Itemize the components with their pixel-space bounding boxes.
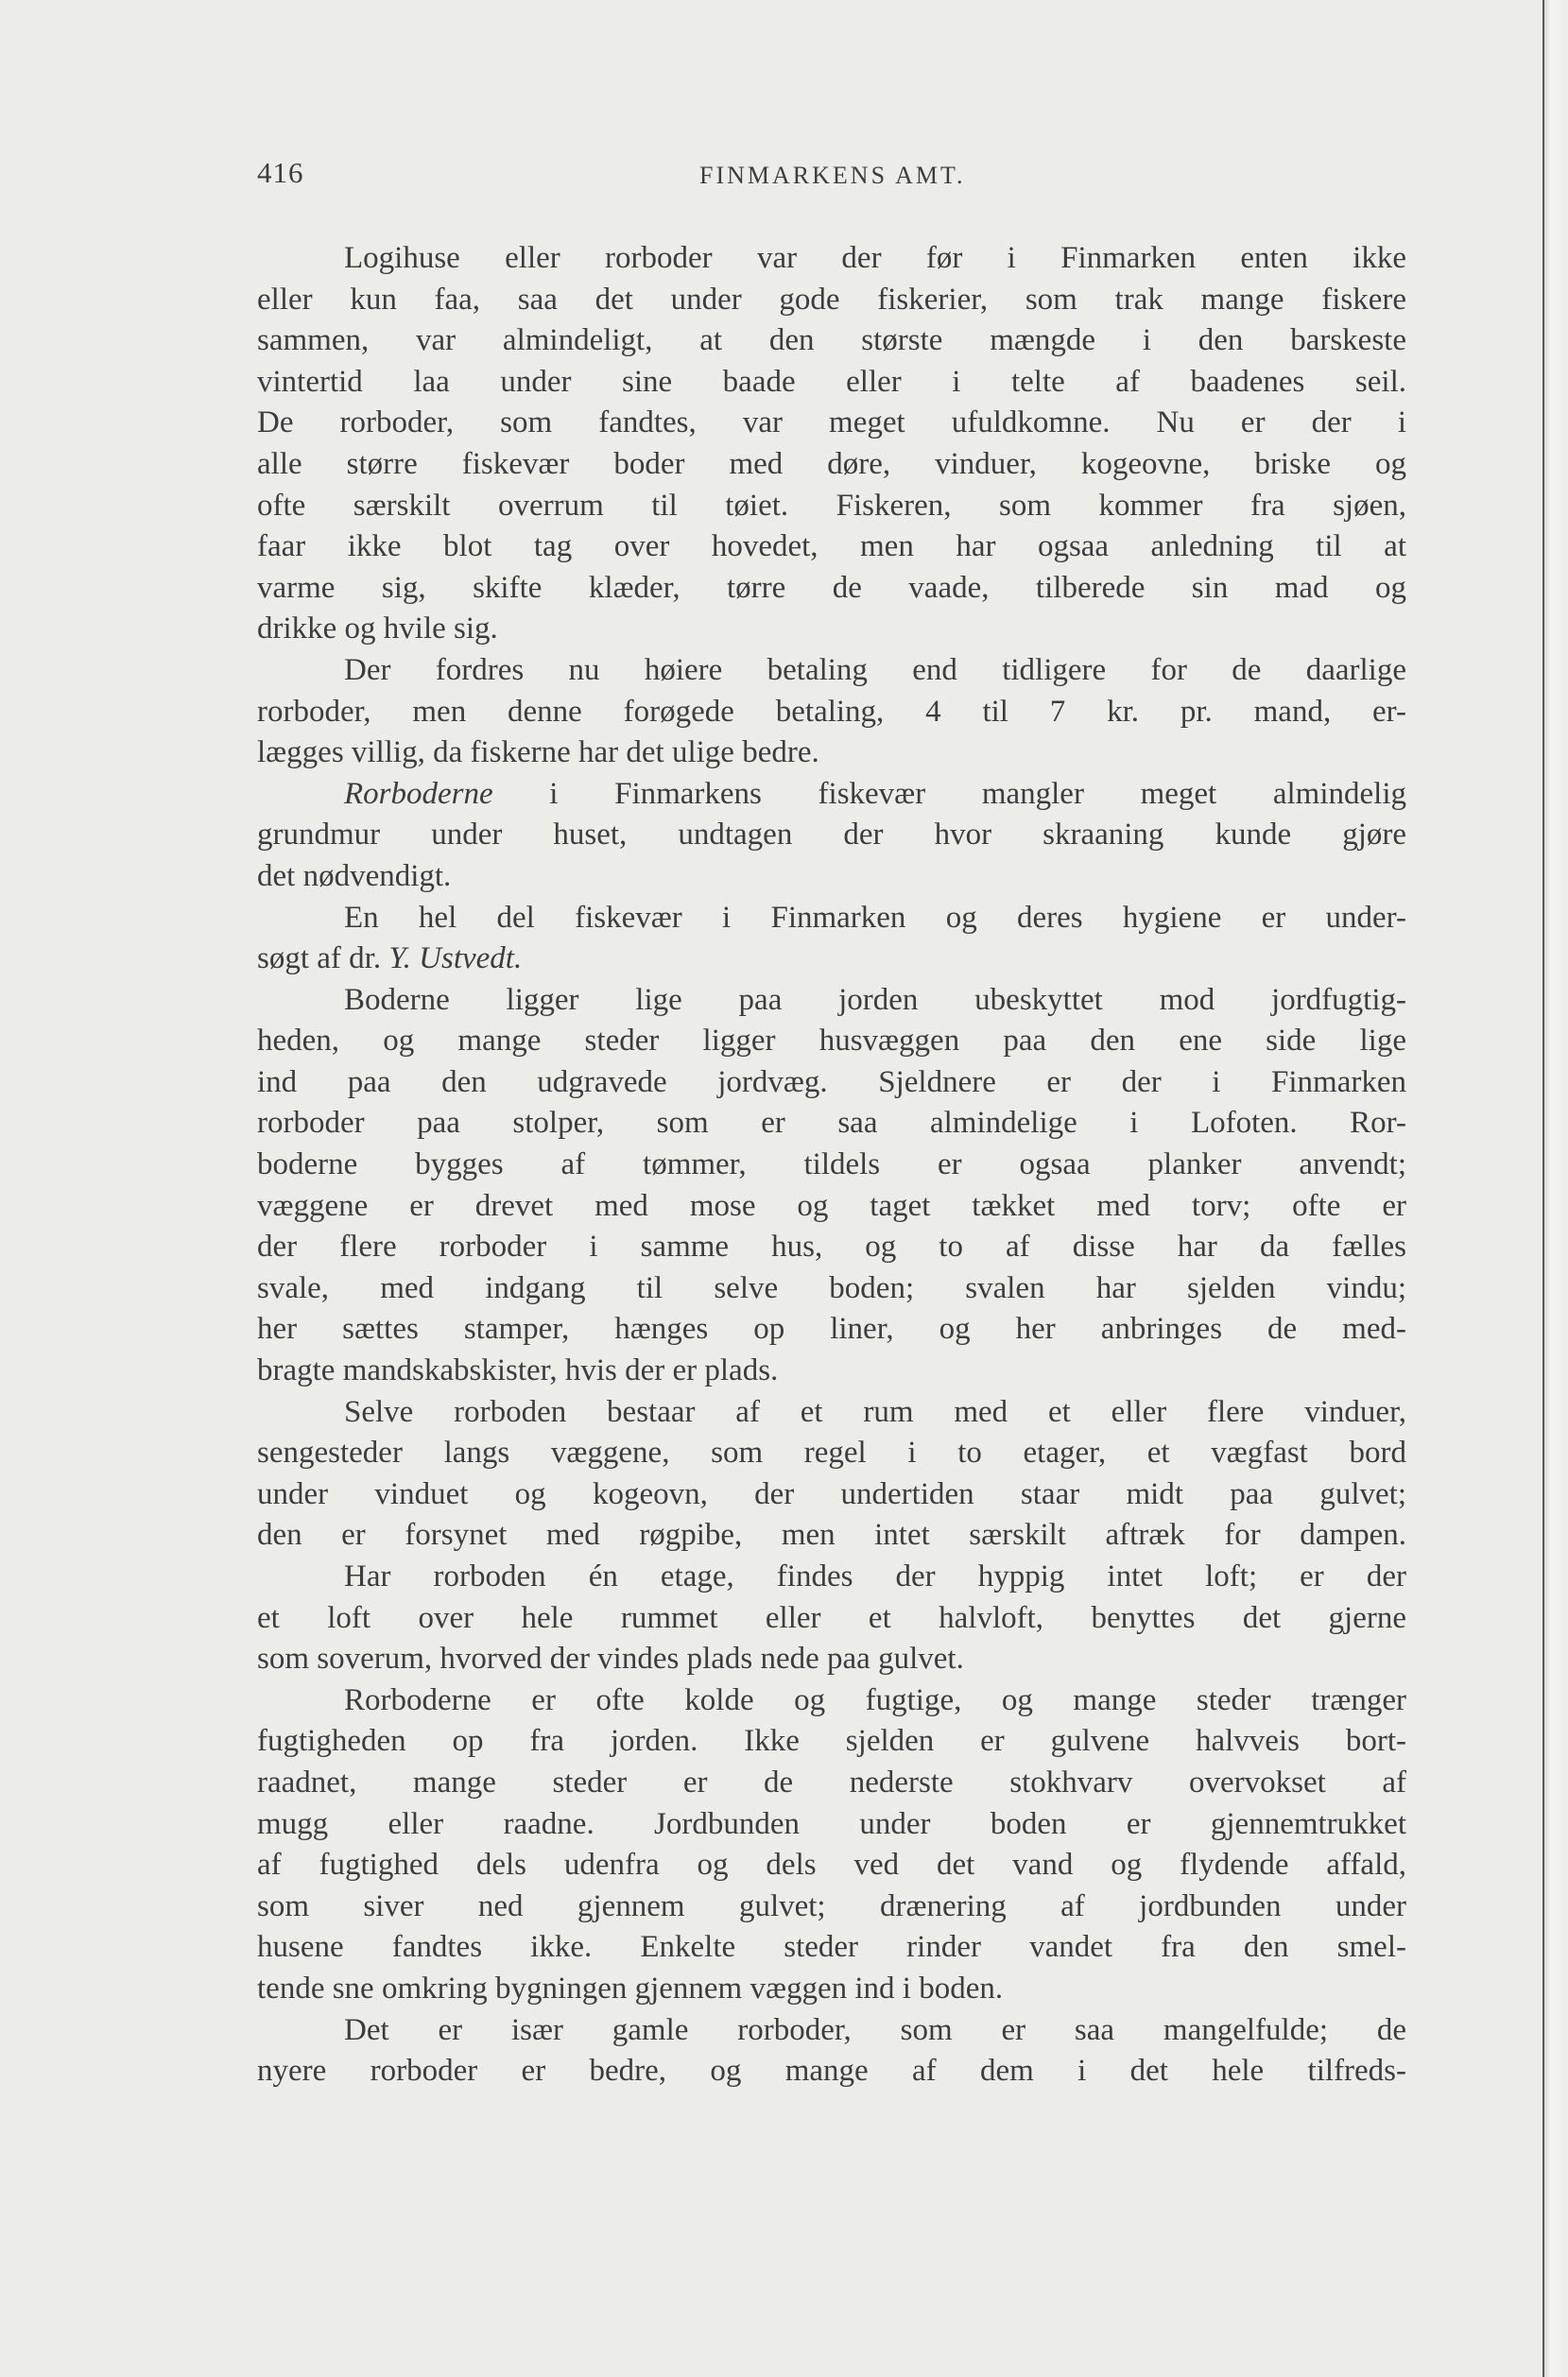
text-line	[257, 1227, 1406, 1268]
text-line	[257, 1969, 1406, 2010]
text-line	[257, 1639, 1406, 1680]
line-text: vintertid laa under sine baade eller i telte af baadenes seil.	[257, 364, 1406, 399]
text-line	[257, 1021, 1406, 1062]
page-header	[0, 156, 1542, 194]
text-line	[257, 1392, 1406, 1434]
text-line	[257, 1845, 1406, 1886]
line-text: fugtigheden op fra jorden. Ikke sjelden er gulvene halvveis bort-	[257, 1724, 1406, 1759]
text-line	[257, 1927, 1406, 1969]
text-line	[257, 238, 1406, 280]
text-line	[257, 1515, 1406, 1557]
body-text	[257, 238, 1406, 2093]
text-line	[257, 1145, 1406, 1186]
text-line	[257, 1268, 1406, 1310]
text-line	[257, 1886, 1406, 1928]
line-text: faar ikke blot tag over hovedet, men har ogsaa anledning til at	[257, 529, 1406, 564]
text-line	[257, 444, 1406, 486]
line-text: raadnet, mange steder er de nederste stokhvarv overvokset af	[257, 1765, 1406, 1800]
running-title: FINMARKENS AMT.	[699, 162, 966, 189]
text-line	[257, 320, 1406, 362]
text-line	[257, 1598, 1406, 1640]
line-text: varme sig, skifte klæder, tørre de vaade, tilberede sin mad og	[257, 570, 1406, 605]
line-text: bragte mandskabskister, hvis der er plads.	[257, 1353, 779, 1388]
line-text: Logihuse eller rorboder var der før i Finmarken enten ikke	[344, 241, 1406, 275]
line-text: et loft over hele rummet eller et halvloft, benyttes det gjerne	[257, 1600, 1406, 1635]
text-line	[257, 609, 1406, 650]
line-text: af fugtighed dels udenfra og dels ved det vand og flydende affald,	[257, 1848, 1406, 1883]
text-line	[257, 1557, 1406, 1598]
text-line	[257, 568, 1406, 610]
italic-term: Rorboderne	[344, 776, 493, 811]
text-line	[257, 774, 1406, 816]
line-text: Der fordres nu høiere betaling end tidligere for de daarlige	[344, 652, 1406, 687]
text-line	[257, 1062, 1406, 1104]
text-line	[257, 650, 1406, 692]
line-text: søgt af dr.	[257, 941, 389, 976]
text-line	[257, 1351, 1406, 1392]
line-text: i Finmarkens fiskevær mangler meget almindelig	[492, 776, 1406, 811]
text-line	[257, 939, 1406, 980]
line-text: eller kun faa, saa det under gode fiskerier, som trak mange fiskere	[257, 282, 1406, 317]
line-text: nyere rorboder er bedre, og mange af dem i det hele tilfreds-	[257, 2054, 1406, 2089]
line-text: her sættes stamper, hænges op liner, og her anbringes de med-	[257, 1312, 1406, 1347]
text-line	[257, 1804, 1406, 1846]
line-text: Har rorboden én etage, findes der hyppig intet loft; er der	[344, 1559, 1406, 1593]
line-text: drikke og hvile sig.	[257, 611, 498, 646]
line-text: sammen, var almindeligt, at den største mængde i den barskeste	[257, 323, 1406, 358]
text-line	[257, 980, 1406, 1022]
line-text: tende sne omkring bygningen gjennem væggen ind i boden.	[257, 1971, 1004, 2006]
text-line	[257, 692, 1406, 733]
text-line	[257, 1103, 1406, 1145]
line-text: ofte særskilt overrum til tøiet. Fiskeren, som kommer fra sjøen,	[257, 488, 1406, 523]
line-text: sengesteder langs væggene, som regel i to etager, et vægfast bord	[257, 1436, 1406, 1471]
line-text: Boderne ligger lige paa jorden ubeskyttet mod jordfugtig-	[344, 982, 1406, 1017]
line-text: ind paa den udgravede jordvæg. Sjeldnere er der i Finmarken	[257, 1064, 1406, 1099]
line-text: grundmur under huset, undtagen der hvor skraaning kunde gjøre	[257, 818, 1406, 853]
line-text: som soverum, hvorved der vindes plads nede paa gulvet.	[257, 1642, 964, 1677]
text-line	[257, 1680, 1406, 1722]
page-edge	[1542, 0, 1568, 2377]
text-line	[257, 403, 1406, 444]
line-text: væggene er drevet med mose og taget tækket med torv; ofte er	[257, 1188, 1406, 1223]
page-number: 416	[257, 156, 304, 189]
text-line	[257, 2010, 1406, 2052]
text-line	[257, 1309, 1406, 1351]
text-line	[257, 280, 1406, 321]
line-text: En hel del fiskevær i Finmarken og deres hygiene er under-	[344, 900, 1406, 935]
line-text: lægges villig, da fiskerne har det ulige bedre.	[257, 735, 819, 770]
line-text: heden, og mange steder ligger husvæggen paa den ene side lige	[257, 1024, 1406, 1059]
line-text: husene fandtes ikke. Enkelte steder rinder vandet fra den smel-	[257, 1930, 1406, 1965]
line-text: Rorboderne er ofte kolde og fugtige, og mange steder trænger	[344, 1682, 1406, 1717]
line-text: der flere rorboder i samme hus, og to af disse har da fælles	[257, 1230, 1406, 1265]
line-text: den er forsynet med røgpibe, men intet særskilt aftræk for dampen.	[257, 1518, 1406, 1553]
text-line	[257, 486, 1406, 527]
line-text: som siver ned gjennem gulvet; drænering af jordbunden under	[257, 1888, 1406, 1923]
italic-name: Y. Ustvedt.	[388, 941, 523, 976]
line-text: De rorboder, som fandtes, var meget ufuldkomne. Nu er der i	[257, 405, 1406, 440]
text-line	[257, 1474, 1406, 1516]
text-line	[257, 526, 1406, 568]
text-line	[257, 1721, 1406, 1763]
text-line	[257, 898, 1406, 939]
text-line	[257, 856, 1406, 898]
text-line	[257, 1186, 1406, 1228]
line-text: mugg eller raadne. Jordbunden under boden er gjennemtrukket	[257, 1806, 1406, 1841]
line-text: boderne bygges af tømmer, tildels er ogsaa planker anvendt;	[257, 1147, 1406, 1182]
line-text: alle større fiskevær boder med døre, vinduer, kogeovne, briske og	[257, 446, 1406, 481]
line-text: under vinduet og kogeovn, der undertiden staar midt paa gulvet;	[257, 1476, 1406, 1511]
text-line	[257, 732, 1406, 774]
line-text: rorboder paa stolper, som er saa almindelige i Lofoten. Ror-	[257, 1106, 1406, 1141]
line-text: Selve rorboden bestaar af et rum med et eller flere vinduer,	[344, 1394, 1406, 1429]
line-text: det nødvendigt.	[257, 858, 452, 893]
text-line	[257, 2051, 1406, 2093]
line-text: rorboder, men denne forøgede betaling, 4 til 7 kr. pr. mand, er-	[257, 694, 1406, 729]
line-text: svale, med indgang til selve boden; svalen har sjelden vindu;	[257, 1270, 1406, 1305]
text-line	[257, 815, 1406, 856]
line-text: Det er især gamle rorboder, som er saa mangelfulde; de	[344, 2012, 1406, 2047]
text-line	[257, 362, 1406, 404]
text-line	[257, 1433, 1406, 1474]
text-line	[257, 1763, 1406, 1804]
